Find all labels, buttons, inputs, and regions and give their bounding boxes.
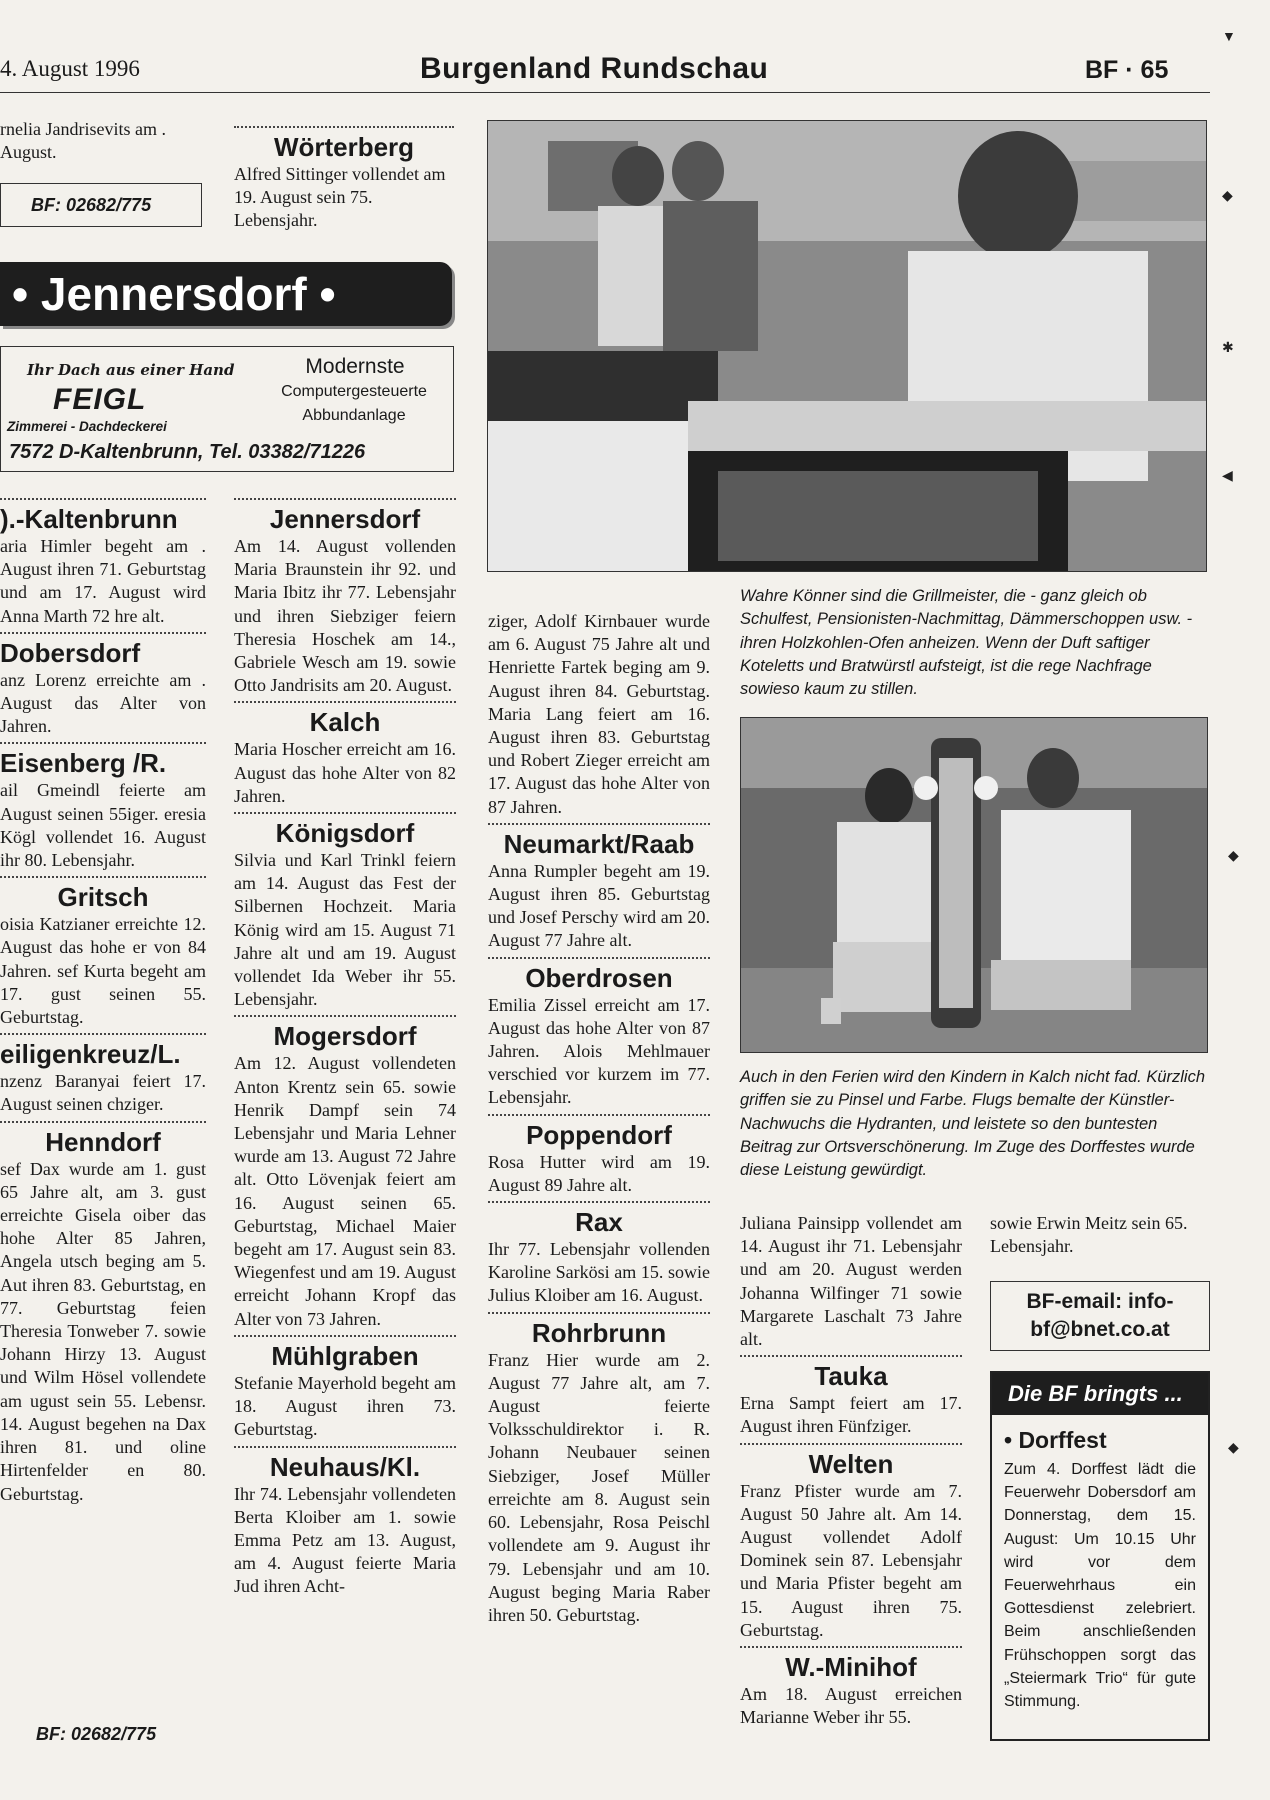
bringts-heading: Die BF bringts ...	[992, 1373, 1208, 1415]
col4-section	[740, 1355, 962, 1438]
section-heading: Wörterberg	[234, 126, 454, 162]
margin-mark: ◀	[1222, 469, 1233, 484]
section-heading: Kalch	[234, 701, 456, 737]
section-text: Am 12. August vollendeten Anton Krentz sein 65. sowie Henrik Dampf sein 74 Lebensjahr und Maria Lehner wurde am 13. August 72 Jahre alt. Otto Lövenjak feiert am 16. August seinen 65. Geburtstag, Michael Maier begeht am 17. August sein 83. Wiegenfest und am 19. August erreicht Johann Kropf das Alter von 73 Jahren.	[234, 1053, 456, 1329]
col3-section	[488, 1312, 710, 1627]
section-heading: eiligenkreuz/L.	[0, 1033, 206, 1069]
section-heading: Poppendorf	[488, 1114, 710, 1150]
section-text: Silvia und Karl Trinkl feiern am 14. August das Fest der Silbernen Hochzeit. Maria König wird am 15. August 71 Jahre alt und am 19. August vollendet Ida Weber ihr 55. Lebensjahr.	[234, 850, 456, 1010]
email-box	[990, 1281, 1210, 1351]
section-text: Stefanie Mayerhold begeht am 18. August ihren 73. Geburtstag.	[234, 1372, 456, 1440]
section-text: Maria Hoscher erreicht am 16. August das hohe Alter von 82 Jahren.	[234, 739, 456, 806]
feigl-advertisement	[0, 346, 454, 472]
col1-section	[0, 1121, 206, 1506]
photo-kids-hydrant	[740, 717, 1208, 1053]
section-heading: W.-Minihof	[740, 1646, 962, 1682]
col5-lead-text: sowie Erwin Meitz sein 65. Lebensjahr.	[990, 1213, 1188, 1257]
issue-date: 4. August 1996	[0, 56, 140, 81]
section-heading: Dobersdorf	[0, 632, 206, 668]
section-heading: Mühlgraben	[234, 1335, 456, 1371]
col4-lead-text: Juliana Painsipp vollendet am 14. August ihr 71. Lebensjahr und am 20. August werden Johanna Wilfinger 71 sowie Margarete Laschalt 73 Jahre alt.	[740, 1213, 962, 1350]
column-4	[740, 1212, 962, 1729]
ad-tagline-2: Computergesteuerte	[281, 383, 427, 400]
section-heading: Rax	[488, 1201, 710, 1237]
top-left-fragment	[0, 118, 204, 164]
section-heading: Oberdrosen	[488, 957, 710, 993]
section-heading: Neuhaus/Kl.	[234, 1446, 456, 1482]
col3-section	[488, 1201, 710, 1308]
jennersdorf-banner: • Jennersdorf •	[0, 262, 452, 326]
photo-grill-masters	[487, 120, 1207, 572]
col4-section	[740, 1646, 962, 1729]
page-number: BF · 65	[1085, 56, 1169, 84]
caption-hydrant: Auch in den Ferien wird den Kindern in Kalch nicht fad. Kürzlich griffen sie zu Pinsel und Farbe. Flugs bemalte der Künstler-Nachwuchs die Hydranten, und leistete so den buntesten Beitrag zur Ortsverschönerung. Im Zuge des Dorffestes wurde diese Leistung gewürdigt.	[740, 1068, 1206, 1180]
section-heading: Tauka	[740, 1355, 962, 1391]
col3-section	[488, 1114, 710, 1197]
col1-section	[0, 742, 206, 872]
footer-phone: BF: 02682/775	[36, 1724, 157, 1744]
ad-slogan: Ihr Dach aus einer Hand	[27, 361, 235, 379]
dorffest-text: Zum 4. Dorffest lädt die Feuerwehr Dobersdorf am Donnerstag, dem 15. August: Um 10.15 Uhr wird vor dem Feuerwehrhaus ein Gottesdienst zelebriert. Beim anschließenden Frühschoppen sorgt das „Steiermark Trio“ für gute Stimmung.	[1004, 1461, 1196, 1711]
margin-mark: ✱	[1222, 341, 1234, 356]
section-heading: Jennersdorf	[234, 498, 456, 534]
section-heading: Henndorf	[0, 1121, 206, 1157]
section-text: Franz Pfister wurde am 7. August 50 Jahre alt. Am 14. August vollendet Adolf Dominek sein 87. Lebensjahr und Maria Pfister begeht am 15. August ihren 75. Geburtstag.	[740, 1480, 962, 1640]
section-text: Ihr 74. Lebensjahr vollendeten Berta Kloiber am 1. sowie Emma Petz am 13. August, am 4. August feierte Maria Jud ihren Acht-	[234, 1483, 456, 1597]
email-address[interactable]: bf@bnet.co.at	[1030, 1318, 1170, 1341]
section-heading: Welten	[740, 1443, 962, 1479]
section-text: Ihr 77. Lebensjahr vollenden Karoline Sarkösi am 15. sowie Julius Kloiber am 16. August.	[488, 1239, 710, 1306]
contact-phone: BF: 02682/775	[31, 194, 152, 215]
col2-section	[234, 812, 456, 1011]
section-text: Erna Sampt feiert am 17. August ihren Fünfziger.	[740, 1393, 962, 1437]
section-text: aria Himler begeht am . August ihren 71. Geburtstag und am 17. August wird Anna Marth 72 hre alt.	[0, 536, 206, 626]
ad-tagline-1: Modernste	[305, 355, 405, 378]
col1-section	[0, 632, 206, 739]
hydrant-photo-illustration	[741, 718, 1208, 1053]
section-heading: Gritsch	[0, 876, 206, 912]
margin-mark: ◆	[1222, 189, 1233, 204]
column-5	[990, 1212, 1210, 1258]
section-text: sef Dax wurde am 1. gust 65 Jahre alt, am 3. gust erreichte Gisela oiber das hohe Alter 85 Jahren, Angela utsch beging am 5. Aut ihren 83. Geburtstag, en 77. Geburtstag feien Theresia Tonweber 7. sowie Johann Hirzy 13. August und Wilm Hösel vollendete am ugust sein 55. Lebensr. 14. August begehen na Dax ihren 81. und oline Hirtenfelder en 80. Geburtstag.	[0, 1158, 206, 1504]
column-2	[234, 494, 456, 1599]
section-text: Anna Rumpler begeht am 19. August ihren 85. Geburtstag und Josef Perschy wird am 20. August 77 Jahre alt.	[488, 860, 710, 951]
section-heading: Eisenberg /R.	[0, 742, 206, 778]
dorffest-title: • Dorffest	[1004, 1427, 1107, 1453]
header-rule	[0, 92, 1210, 93]
col4-section	[740, 1443, 962, 1642]
section-heading: Königsdorf	[234, 812, 456, 848]
col3-lead-text: ziger, Adolf Kirnbauer wurde am 6. August 75 Jahre alt und Henriette Fartek beging am 9. August ihren 84. Geburtstag. Maria Lang feiert am 16. August ihren 83. Geburtstag und Robert Zieger erreicht am 17. August das hohe Alter von 87 Jahren.	[488, 611, 710, 817]
contact-phone-box	[0, 183, 202, 227]
ad-subtitle: Zimmerei - Dachdeckerei	[7, 419, 167, 434]
margin-mark: ◆	[1228, 849, 1239, 864]
email-line-1: BF-email: info-	[1026, 1290, 1174, 1313]
column-1	[0, 494, 206, 1506]
section-text: Am 18. August erreichen Marianne Weber ihr 55.	[740, 1684, 962, 1728]
col2-section	[234, 701, 456, 808]
section-text: ail Gmeindl feierte am August seinen 55iger. eresia Kögl vollendet 16. August ihr 80. Lebensjahr.	[0, 780, 206, 871]
col2-section	[234, 498, 456, 697]
section-text: nzenz Baranyai feiert 17. August seinen chziger.	[0, 1071, 206, 1115]
grill-photo-illustration	[488, 121, 1207, 572]
section-text: Alfred Sittinger vollendet am 19. August sein 75. Lebensjahr.	[234, 164, 446, 231]
section-heading: Mogersdorf	[234, 1015, 456, 1051]
col1-section	[0, 876, 206, 1029]
bf-bringts-box	[990, 1371, 1210, 1741]
col2-section	[234, 1015, 456, 1330]
section-text: anz Lorenz erreichte am . August das Alter von Jahren.	[0, 669, 206, 737]
column-3	[488, 610, 710, 1627]
section-text: Am 14. August vollenden Maria Braunstein ihr 92. und Maria Ibitz ihr 77. Lebensjahr und ihren Siebziger feiern Theresia Hoschek am 14., Gabriele Wesch am 19. sowie Otto Jandrisits am 20. August.	[234, 536, 456, 696]
section-heading: Rohrbrunn	[488, 1312, 710, 1348]
col3-section	[488, 823, 710, 953]
col1-section	[0, 498, 206, 628]
margin-mark: ▼	[1222, 30, 1236, 45]
ad-tagline-3: Abbundanlage	[302, 407, 406, 424]
section-text: Franz Hier wurde am 2. August 77 Jahre alt, am 7. August feierte Volksschuldirektor i. R. Johann Neubauer seinen Siebziger, Josef Müller erreichte am 8. August sein 60. Lebensjahr, Rosa Peischl vollendete am 9. August ihr 79. Lebensjahr und am 10. August beging Maria Raber ihren 50. Geburtstag.	[488, 1349, 710, 1625]
margin-mark: ◆	[1228, 1441, 1239, 1456]
col1-section	[0, 1033, 206, 1116]
col2-section	[234, 1335, 456, 1442]
section-heading: ).-Kaltenbrunn	[0, 498, 206, 534]
newspaper-title: Burgenland Rundschau	[420, 52, 769, 85]
section-text: oisia Katzianer erreichte 12. August das hohe er von 84 Jahren. sef Kurta begeht am 17. gust seinen 55. Geburtstag.	[0, 914, 206, 1028]
section-text: Emilia Zissel erreicht am 17. August das hohe Alter von 87 Jahren. Alois Mehlmauer verschied vor kurzem im 77. Lebensjahr.	[488, 994, 710, 1108]
top-left-text: rnelia Jandrisevits am . August.	[0, 119, 166, 163]
section-heading: Neumarkt/Raab	[488, 823, 710, 859]
col3-section	[488, 957, 710, 1110]
col2-section	[234, 1446, 456, 1599]
ad-address: 7572 D-Kaltenbrunn, Tel. 03382/71226	[9, 441, 366, 463]
caption-grill: Wahre Könner sind die Grillmeister, die - ganz gleich ob Schulfest, Pensionisten-Nachmittag, Dämmerschoppen usw. - ihren Holzkohlen-Ofen anheizen. Wenn der Duft saftiger Koteletts und Bratwürstl aufsteigt, ist die rege Nachfrage sowieso kaum zu stillen.	[740, 587, 1193, 699]
section-text: Rosa Hutter wird am 19. August 89 Jahre alt.	[488, 1151, 710, 1195]
ad-brand: FEIGL	[53, 383, 147, 416]
woerterberg-block	[234, 122, 454, 233]
